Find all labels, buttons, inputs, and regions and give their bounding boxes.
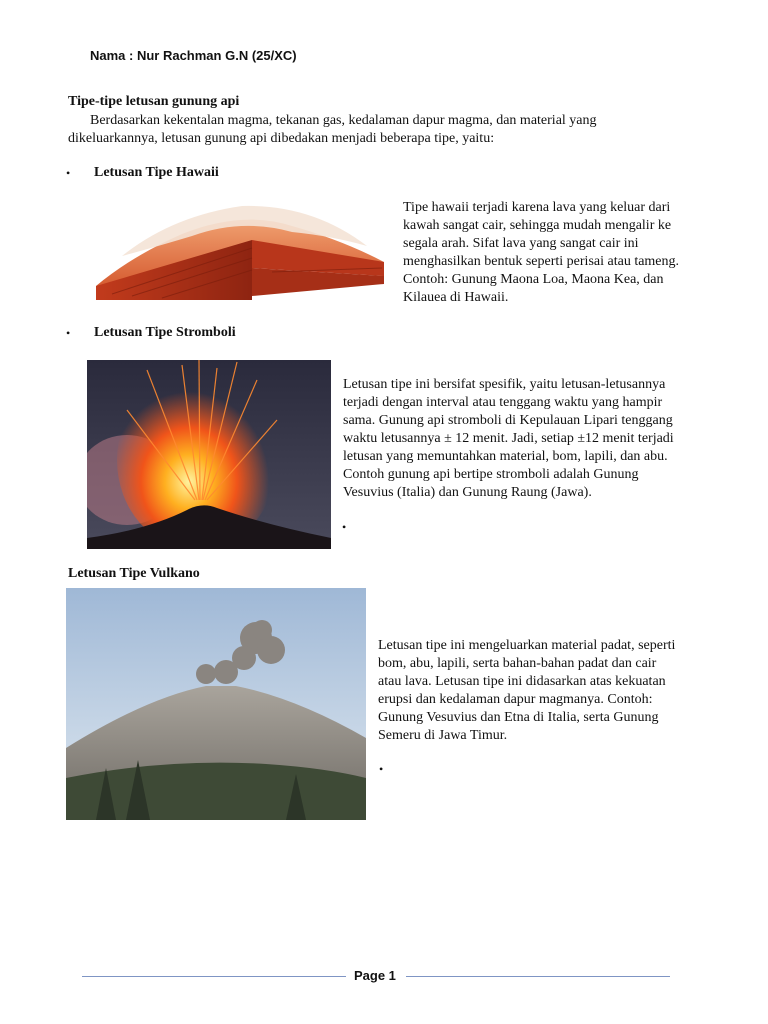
vulkano-description: Letusan tipe ini mengeluarkan material padat, seperti bom, abu, lapili, serta bahan-bahan padat dan cair atau lava. Letusan tipe ini didasarkan atas kekuatan erupsi dan kedalaman dapur magmanya. Contoh: Gunung Vesuvius dan Etna di Italia, serta Gunung Semeru di Jawa Timur.: [378, 638, 676, 743]
hawaii-description: Tipe hawaii terjadi karena lava yang keluar dari kawah sangat cair, sehingga mudah mengalir ke segala arah. Sifat lava yang sangat cair ini menghasilkan bentuk seperti perisai atau tameng. Contoh: Gunung Maona Loa, Maona Kea, dan Kilauea di Hawaii.: [403, 200, 680, 305]
page-number: Page 1: [354, 968, 396, 983]
section-title: Tipe-tipe letusan gunung api: [68, 94, 240, 109]
bullet-hawaii: •: [66, 166, 71, 180]
bullet-empty-1: •: [342, 520, 347, 534]
heading-hawaii: Letusan Tipe Hawaii: [94, 165, 219, 180]
footer-rule-right: [406, 976, 670, 977]
heading-stromboli: Letusan Tipe Stromboli: [94, 325, 236, 340]
hawaii-volcano-illustration: [92, 196, 392, 300]
bullet-empty-2: •: [379, 762, 384, 776]
bullet-stromboli: •: [66, 326, 71, 340]
heading-vulkano: Letusan Tipe Vulkano: [68, 566, 200, 581]
author-name: Nama : Nur Rachman G.N (25/XC): [90, 48, 297, 63]
intro-paragraph: [68, 112, 650, 148]
stromboli-description: Letusan tipe ini bersifat spesifik, yaitu letusan-letusannya terjadi dengan interval atau tenggang waktu yang hampir sama. Gunung api stromboli di Kepulauan Lipari tenggang waktu letusannya ± 12 menit. Jadi, setiap ±12 menit terjadi letusan yang memuntahkan material, bom, lapili, dan abu. Contoh gunung api bertipe stromboli adalah Gunung Vesuvius (Italia) dan Gunung Raung (Jawa).: [343, 377, 674, 500]
intro-line-1: Berdasarkan kekentalan magma, tekanan gas, kedalaman dapur magma, dan material yang: [90, 113, 597, 128]
intro-line-2: dikeluarkannya, letusan gunung api dibedakan menjadi beberapa tipe, yaitu:: [68, 131, 495, 146]
vulkano-eruption-photo: [66, 588, 366, 820]
stromboli-eruption-photo: [87, 360, 331, 549]
footer-rule-left: [82, 976, 346, 977]
